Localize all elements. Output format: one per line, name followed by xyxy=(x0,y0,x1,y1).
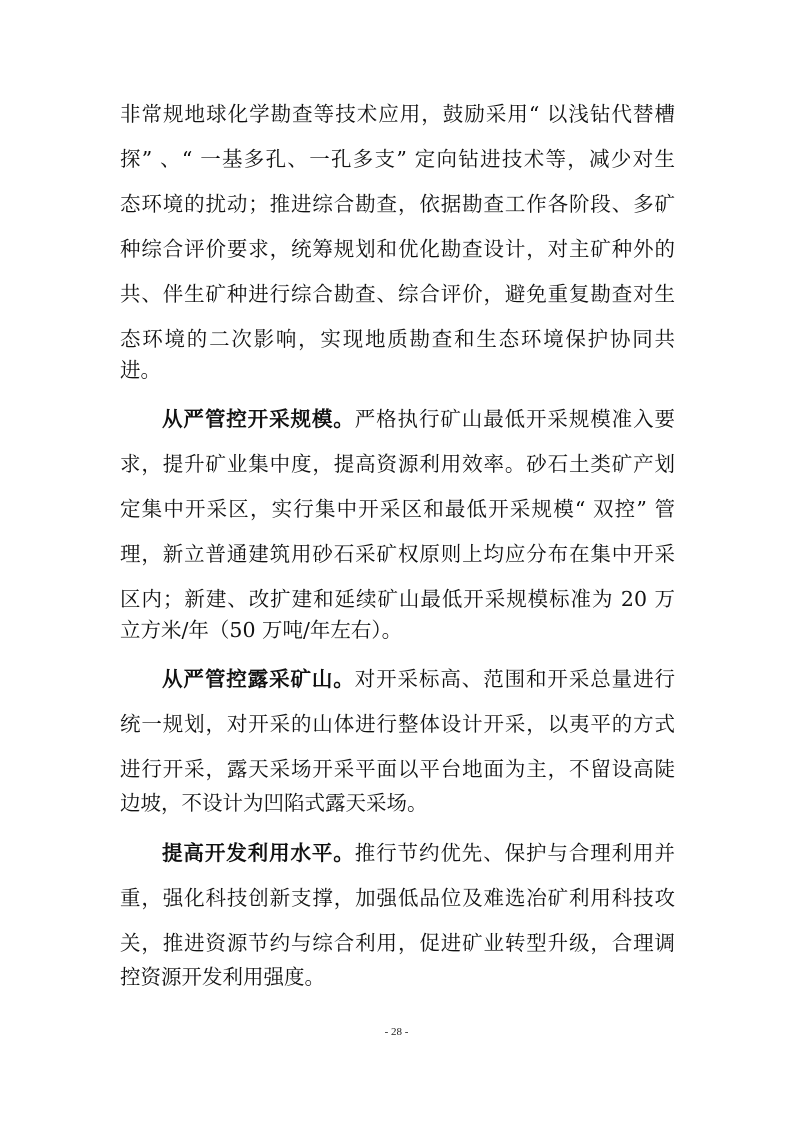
paragraph-1-line-2: 探” 、“ 一基多孔、一孔多支” 定向钻进技术等，减少对生 xyxy=(120,147,675,171)
paragraph-4-line-1-text: 推行节约优先、保护与合理利用并 xyxy=(354,841,676,865)
paragraph-1-line-7: 进。 xyxy=(120,358,161,382)
paragraph-4-line-2: 重，强化科技创新支撑，加强低品位及难选冶矿利用科技攻 xyxy=(120,886,675,910)
paragraph-4-line-3: 关，推进资源节约与综合利用，促进矿业转型升级，合理调 xyxy=(120,931,675,955)
paragraph-3-line-4: 边坡，不设计为凹陷式露天采场。 xyxy=(120,791,428,815)
paragraph-1-line-6: 态环境的二次影响，实现地质勘查和生态环境保护协同共 xyxy=(120,327,675,351)
paragraph-2-line-6: 立方米/年（50 万吨/年左右）。 xyxy=(120,618,403,642)
paragraph-3-line-2: 统一规划，对开采的山体进行整体设计开采，以夷平的方式 xyxy=(120,712,675,736)
paragraph-4-line-1 xyxy=(162,838,675,868)
paragraph-2-heading: 从严管控开采规模。 xyxy=(162,407,355,431)
paragraph-2-line-1 xyxy=(162,404,675,434)
paragraph-2-line-2: 求，提升矿业集中度，提高资源利用效率。砂石土类矿产划 xyxy=(120,452,675,476)
paragraph-2-line-3: 定集中开采区，实行集中开采区和最低开采规模“ 双控” 管 xyxy=(120,497,675,521)
paragraph-2-line-4: 理，新立普通建筑用砂石采矿权原则上均应分布在集中开采 xyxy=(120,542,675,566)
paragraph-3-line-1 xyxy=(162,664,675,694)
paragraph-1-line-4: 种综合评价要求，统筹规划和优化勘查设计，对主矿种外的 xyxy=(120,237,675,261)
paragraph-3-line-1-text: 对开采标高、范围和开采总量进行 xyxy=(354,667,676,691)
paragraph-4-heading: 提高开发利用水平。 xyxy=(162,841,355,865)
paragraph-3-heading: 从严管控露采矿山。 xyxy=(162,667,355,691)
page-number: - 28 - xyxy=(384,1026,409,1038)
paragraph-2-line-1-text: 严格执行矿山最低开采规模准入要 xyxy=(354,407,676,431)
paragraph-4-line-4: 控资源开发利用强度。 xyxy=(120,965,325,989)
paragraph-1-line-1: 非常规地球化学勘查等技术应用，鼓励采用“ 以浅钻代替槽 xyxy=(120,102,675,126)
paragraph-2-line-5: 区内；新建、改扩建和延续矿山最低开采规模标准为 20 万 xyxy=(120,587,675,611)
paragraph-1-line-3: 态环境的扰动；推进综合勘查，依据勘查工作各阶段、多矿 xyxy=(120,192,675,216)
paragraph-1-line-5: 共、伴生矿种进行综合勘查、综合评价，避免重复勘查对生 xyxy=(120,282,675,306)
paragraph-3-line-3: 进行开采，露天采场开采平面以平台地面为主，不留设高陡 xyxy=(120,757,675,781)
